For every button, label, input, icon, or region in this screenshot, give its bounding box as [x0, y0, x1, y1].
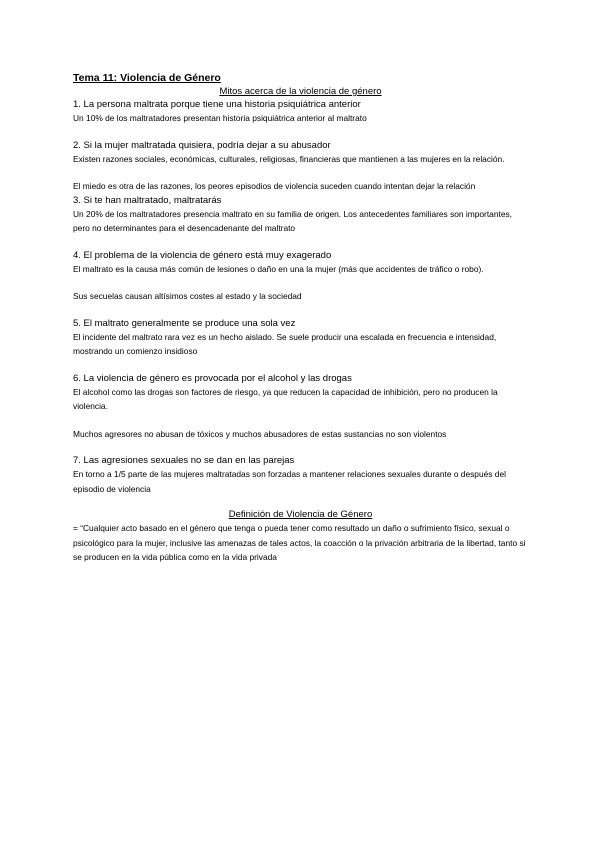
myth-1-heading: 1. La persona maltrata porque tiene una historia psiquiátrica anterior	[73, 99, 361, 110]
myth-6-text: El alcohol como las drogas son factores de riesgo, ya que reducen la capacidad de inhibición, pero no producen la violencia.	[73, 386, 498, 411]
myth-2-text-2: El miedo es otra de las razones, los peores episodios de violencia suceden cuando intentan dejar la relación	[73, 181, 476, 191]
document-page	[73, 71, 528, 565]
myth-5-heading: 5. El maltrato generalmente se produce una sola vez	[73, 317, 296, 329]
myth-3-heading: 3. Si te han maltratado, maltratarás	[73, 194, 222, 206]
myth-6-text-2: Muchos agresores no abusan de tóxicos y muchos abusadores de estas sustancias no son violentos	[73, 428, 447, 439]
myth-2-heading: 2. Si la mujer maltratada quisiera, podría dejar a su abusador	[73, 139, 331, 151]
myth-7-text: En torno a 1/5 parte de las mujeres maltratadas son forzadas a mantener relaciones sexuales durante o después del episodio de violencia	[73, 469, 506, 494]
myth-2-text: Existen razones sociales, económicas, culturales, religiosas, financieras que mantienen a las mujeres en la relación.	[73, 153, 505, 164]
myths-subtitle: Mitos acerca de la violencia de género	[219, 86, 382, 97]
myth-4-text-2: Sus secuelas causan altísimos costes al estado y la sociedad	[73, 291, 302, 301]
myth-6-heading: 6. La violencia de género es provocada por el alcohol y las drogas	[73, 372, 352, 384]
myth-4-text: El maltrato es la causa más común de lesiones o daño en una la mujer (más que accidentes de tráfico o robo).	[73, 263, 484, 274]
myth-5-text: El incidente del maltrato rara vez es un hecho aislado. Se suele producir una escalada en frecuencia e intensidad, mostrando un comienzo insidioso	[73, 331, 497, 356]
myth-4-heading: 4. El problema de la violencia de género está muy exagerado	[73, 249, 332, 261]
definition-text: = “Cualquier acto basado en el género que tenga o pueda tener como resultado un daño o sufrimiento físico, sexual o psicológico para la mujer, inclusive las amenazas de tales actos, la coacción o la privación arbitraria de la libertad, tanto si se producen en la vida pública como en la vida privada	[73, 523, 526, 562]
document-title: Tema 11: Violencia de Género	[73, 72, 221, 84]
myth-1-text: Un 10% de los maltratadores presentan historia psiquiátrica anterior al maltrato	[73, 113, 367, 123]
myth-7-heading: 7. Las agresiones sexuales no se dan en las parejas	[73, 455, 295, 466]
myth-3-text: Un 20% de los maltratadores presencia maltrato en su familia de origen. Los antecedentes familiares son importantes, pero no determinantes para el desencadenante del maltrato	[73, 208, 512, 233]
definition-title: Definición de Violencia de Género	[228, 509, 373, 520]
